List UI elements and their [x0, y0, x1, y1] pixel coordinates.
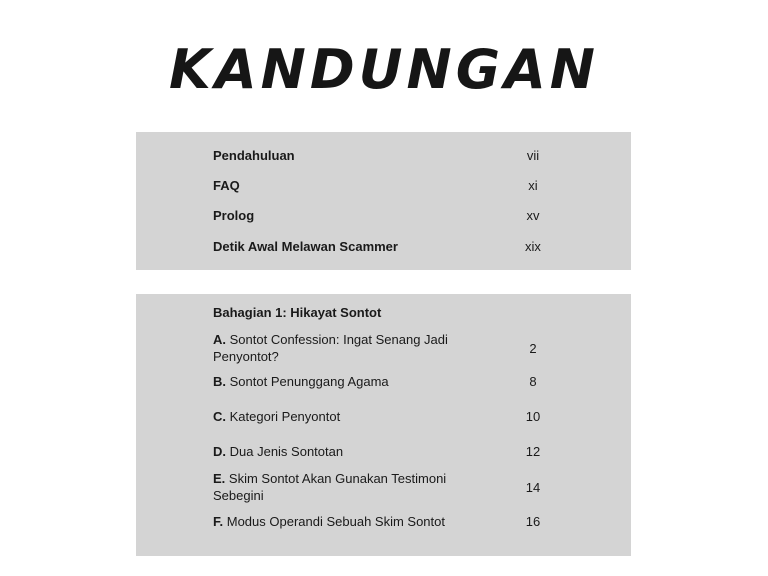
toc-letter: A.: [213, 332, 226, 347]
toc-label: [213, 470, 478, 504]
toc-text: Dua Jenis Sontotan: [229, 444, 344, 459]
toc-label: [213, 513, 493, 530]
toc-page: 14: [525, 480, 541, 495]
toc-label: Prolog: [213, 208, 255, 223]
toc-page: 10: [525, 409, 541, 424]
toc-text: Sontot Confession: Ingat Senang Jadi Penyontot?: [213, 332, 448, 364]
toc-letter: E.: [213, 471, 226, 486]
toc-text: Modus Operandi Sebuah Skim Sontot: [226, 514, 445, 529]
toc-page: 8: [529, 374, 537, 389]
toc-label: [213, 408, 483, 425]
section-heading: Bahagian 1: Hikayat Sontot: [213, 305, 382, 320]
toc-page: 2: [529, 341, 537, 356]
brush-title: [168, 30, 600, 106]
toc-page: xv: [526, 208, 540, 223]
toc-page: xi: [528, 178, 538, 193]
part1-box: [136, 294, 631, 556]
front-matter-box: [136, 132, 631, 270]
title-text: KANDUNGAN: [168, 38, 600, 101]
toc-label: FAQ: [213, 178, 240, 193]
toc-letter: D.: [213, 444, 226, 459]
toc-label: Pendahuluan: [213, 148, 295, 163]
toc-label: Detik Awal Melawan Scammer: [213, 239, 398, 254]
toc-text: Sontot Penunggang Agama: [229, 374, 389, 389]
toc-label: [213, 331, 483, 365]
toc-page: vii: [526, 148, 540, 163]
toc-letter: B.: [213, 374, 226, 389]
toc-page: 12: [525, 444, 541, 459]
toc-page: xix: [525, 239, 541, 254]
toc-label: [213, 373, 483, 390]
toc-text: Skim Sontot Akan Gunakan Testimoni Sebegini: [213, 471, 447, 503]
page-title: [0, 30, 768, 106]
toc-letter: F.: [213, 514, 224, 529]
toc-letter: C.: [213, 409, 226, 424]
toc-label: [213, 443, 483, 460]
toc-text: Kategori Penyontot: [229, 409, 341, 424]
toc-page: 16: [525, 514, 541, 529]
